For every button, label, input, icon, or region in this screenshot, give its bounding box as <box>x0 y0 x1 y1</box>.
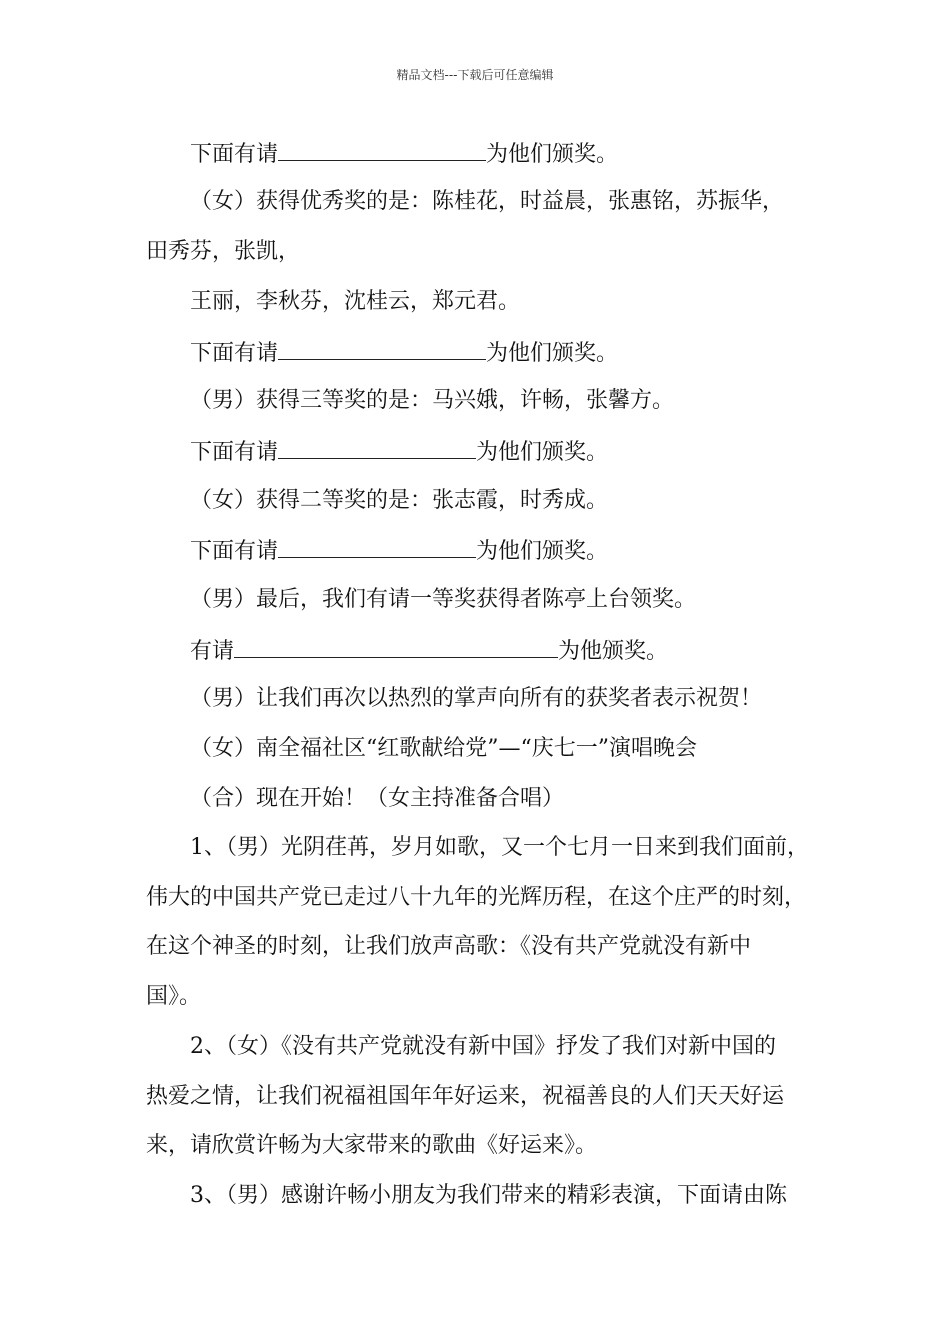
line-text: 下面有请 <box>190 341 279 366</box>
fill-blank <box>234 635 558 658</box>
text-line: （女）获得优秀奖的是：陈桂花，时益晨，张惠铭，苏振华， <box>190 189 785 214</box>
text-line <box>190 436 608 466</box>
text-line <box>190 337 618 367</box>
page-header: 精品文档---下载后可任意编辑 <box>396 68 554 82</box>
text-line: （合）现在开始！（女主持准备合唱） <box>190 786 565 811</box>
text-line: （男）获得三等奖的是：马兴娥，许畅，张馨方。 <box>190 388 675 413</box>
text-line: 来，请欣赏许畅为大家带来的歌曲《好运来》。 <box>146 1133 598 1158</box>
text-line <box>190 138 618 168</box>
line-text: 下面有请 <box>190 142 279 167</box>
line-text: 为他颁奖。 <box>558 639 669 664</box>
line-text: 为他们颁奖。 <box>476 440 609 465</box>
text-line: 1、（男）光阴荏苒，岁月如歌，又一个七月一日来到我们面前， <box>190 835 809 860</box>
fill-blank <box>278 138 486 161</box>
text-line: 在这个神圣的时刻，让我们放声高歌：《没有共产党就没有新中 <box>146 934 752 959</box>
line-text: 为他们颁奖。 <box>476 539 609 564</box>
fill-blank <box>278 337 486 360</box>
fill-blank <box>278 436 476 459</box>
text-line: 王丽，李秋芬，沈桂云，郑元君。 <box>190 289 521 314</box>
text-line: 3、（男）感谢许畅小朋友为我们带来的精彩表演，下面请由陈 <box>190 1183 787 1208</box>
text-line: （男）最后，我们有请一等奖获得者陈亭上台领奖。 <box>190 587 697 612</box>
text-line: （男）让我们再次以热烈的掌声向所有的获奖者表示祝贺！ <box>190 686 763 711</box>
line-text: 为他们颁奖。 <box>486 142 619 167</box>
text-line: （女）南全福社区“红歌献给党”—“庆七一”演唱晚会 <box>190 736 697 761</box>
text-line <box>190 635 668 665</box>
text-line: （女）获得二等奖的是：张志霞，时秀成。 <box>190 488 609 513</box>
text-line: 国》。 <box>146 984 202 1009</box>
text-line: 2、（女）《没有共产党就没有新中国》抒发了我们对新中国的 <box>190 1034 776 1059</box>
text-line <box>190 535 608 565</box>
fill-blank <box>278 535 476 558</box>
text-line: 伟大的中国共产党已走过八十九年的光辉历程，在这个庄严的时刻， <box>146 885 807 910</box>
line-text: 为他们颁奖。 <box>486 341 619 366</box>
text-line: 田秀芬，张凯， <box>146 239 301 264</box>
line-text: 下面有请 <box>190 539 279 564</box>
line-text: 有请 <box>190 639 235 664</box>
line-text: 下面有请 <box>190 440 279 465</box>
text-line: 热爱之情，让我们祝福祖国年年好运来，祝福善良的人们天天好运 <box>146 1084 785 1109</box>
